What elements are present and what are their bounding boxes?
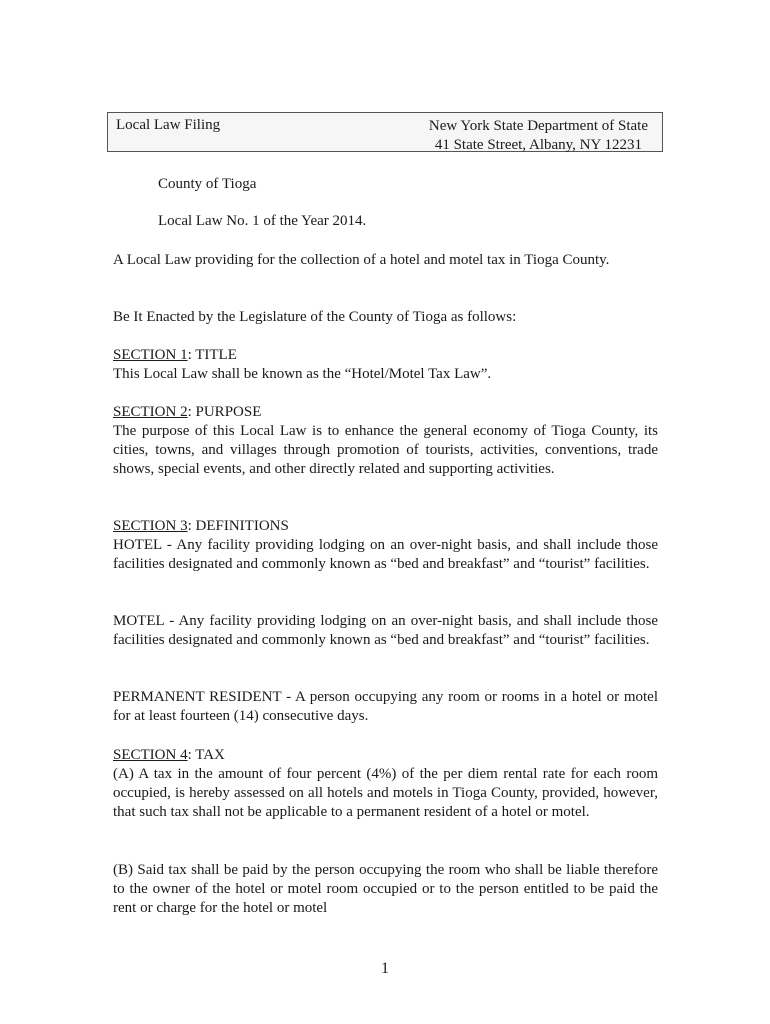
- header-right-text: [429, 117, 648, 155]
- section-label: SECTION 2: [113, 404, 188, 420]
- section-3: [113, 517, 658, 574]
- section-title: : TAX: [187, 747, 225, 763]
- section-2: [113, 403, 658, 479]
- section-heading: [113, 403, 658, 422]
- definition-motel: MOTEL - Any facility providing lodging on an over-night basis, and shall include those facilities designated and commonly known as “bed and breakfast” and “tourist” facilities.: [113, 613, 658, 648]
- page-number: 1: [381, 960, 389, 977]
- header-left-text: Local Law Filing: [116, 117, 221, 133]
- section-title: : TITLE: [187, 347, 237, 363]
- county-line: County of Tioga: [158, 176, 257, 192]
- section-body: The purpose of this Local Law is to enhance the general economy of Tioga County, its cities, towns, and villages through promotion of tourists, activities, conventions, trade shows, special events, and other directly related and supporting activities.: [113, 423, 658, 477]
- filing-header: [107, 112, 663, 152]
- law-number: Local Law No. 1 of the Year 2014.: [158, 213, 367, 229]
- intro-paragraph: A Local Law providing for the collection of a hotel and motel tax in Tioga County.: [113, 252, 610, 268]
- section-label: SECTION 4: [113, 747, 188, 763]
- section-label: SECTION 1: [113, 347, 188, 363]
- section-heading: [113, 346, 658, 365]
- definition-hotel: HOTEL - Any facility providing lodging on an over-night basis, and shall include those facilities designated and commonly known as “bed and breakfast” and “tourist” facilities.: [113, 537, 658, 572]
- enacting-clause: Be It Enacted by the Legislature of the County of Tioga as follows:: [113, 309, 517, 325]
- section-label: SECTION 3: [113, 518, 188, 534]
- header-department: New York State Department of State: [428, 118, 648, 134]
- section-heading: [113, 746, 658, 765]
- section-heading: [113, 517, 658, 536]
- subsection-b: (B) Said tax shall be paid by the person occupying the room who shall be liable therefore to the owner of the hotel or motel room occupied or to the person entitled to be paid the rent or charge for the hotel or motel: [113, 862, 658, 916]
- definition-permanent-resident: PERMANENT RESIDENT - A person occupying any room or rooms in a hotel or motel for at least fourteen (14) consecutive days.: [113, 689, 658, 724]
- section-title: : PURPOSE: [187, 404, 262, 420]
- header-address: 41 State Street, Albany, NY 12231: [434, 137, 643, 153]
- section-4: [113, 746, 658, 822]
- section-title: : DEFINITIONS: [187, 518, 289, 534]
- subsection-a: (A) A tax in the amount of four percent (4%) of the per diem rental rate for each room occupied, is hereby assessed on all hotels and motels in Tioga County, provided, however, that such tax shall not be applicable to a permanent resident of a hotel or motel.: [113, 766, 658, 820]
- section-1: [113, 346, 658, 384]
- section-body: This Local Law shall be known as the “Hotel/Motel Tax Law”.: [113, 366, 492, 382]
